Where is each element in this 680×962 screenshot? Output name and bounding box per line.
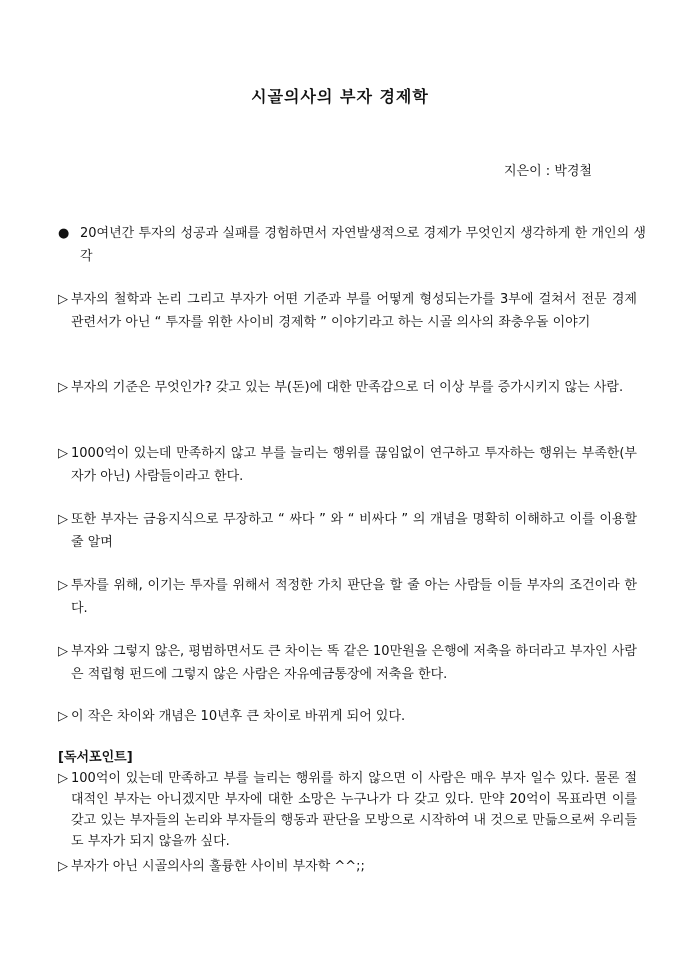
arrow-icon: ▷ [58, 578, 68, 593]
summary-paragraph [58, 705, 637, 728]
page-title: 시골의사의 부자 경제학 [251, 87, 429, 106]
paragraph-text: 이 작은 차이와 개념은 10년후 큰 차이로 바뀌게 되어 있다. [71, 709, 406, 724]
paragraph-text: 20여년간 투자의 성공과 실패를 경험하면서 자연발생적으로 경제가 무엇인지 생각하게 한 개인의 생각 [80, 226, 646, 264]
reading-point [58, 768, 637, 852]
reading-point [58, 856, 637, 877]
arrow-icon: ▷ [58, 292, 68, 307]
paragraph-text: 1000억이 있는데 만족하지 않고 부를 늘리는 행위를 끊임없이 연구하고 투자하는 행위는 부족한(부자가 아닌) 사람들이라고 한다. [71, 446, 637, 484]
summary-paragraph [58, 508, 637, 554]
arrow-icon: ▷ [58, 771, 68, 786]
intro-paragraph [58, 222, 646, 268]
arrow-icon: ▷ [58, 446, 68, 461]
arrow-icon: ▷ [58, 512, 68, 527]
bullet-icon: ● [58, 226, 70, 241]
summary-paragraph [58, 288, 637, 334]
point-text: 부자가 아닌 시골의사의 훌륭한 사이비 부자학 ^^;; [71, 859, 365, 874]
summary-paragraph [58, 574, 637, 620]
author-line: 지은이 : 박경철 [504, 164, 592, 179]
paragraph-text: 또한 부자는 금융지식으로 무장하고 “ 싸다 ” 와 “ 비싸다 ” 의 개념을 명확히 이해하고 이를 이용할 줄 알며 [71, 512, 637, 550]
paragraph-text: 부자의 기준은 무엇인가? 갖고 있는 부(돈)에 대한 만족감으로 더 이상 부를 증가시키지 않는 사람. [71, 380, 624, 395]
paragraph-text: 부자와 그렇지 않은, 평범하면서도 큰 차이는 똑 같은 10만원을 은행에 저축을 하더라고 부자인 사람은 적립형 펀드에 그렇지 않은 사람은 자유예금통장에 저축을 한다. [71, 644, 637, 682]
summary-paragraph [58, 442, 637, 488]
summary-paragraph [58, 376, 637, 399]
paragraph-text: 투자를 위해, 이기는 투자를 위해서 적정한 가치 판단을 할 줄 아는 사람들 이들 부자의 조건이라 한다. [71, 578, 637, 616]
paragraph-text: 부자의 철학과 논리 그리고 부자가 어떤 기준과 부를 어떻게 형성되는가를 3부에 걸쳐서 전문 경제 관련서가 아닌 “ 투자를 위한 사이비 경제학 ” 이야기라고 하는 시골 의사의 좌충우돌 이야기 [71, 292, 637, 330]
point-text: 100억이 있는데 만족하고 부를 늘리는 행위를 하지 않으면 이 사람은 매우 부자 일수 있다. 물론 절대적인 부자는 아니겠지만 부자에 대한 소망은 누구나가 다 갖고 있다. 만약 20억이 목표라면 이를 갖고 있는 부자들의 논리와 부자들의 행동과 판단을 모방으로 시작하여 내 것으로 만듦으로써 우리들도 부자가 되지 않을까 싶다. [71, 771, 637, 849]
arrow-icon: ▷ [58, 859, 68, 874]
section-heading: [독서포인트] [58, 750, 133, 765]
arrow-icon: ▷ [58, 709, 68, 724]
arrow-icon: ▷ [58, 380, 68, 395]
arrow-icon: ▷ [58, 644, 68, 659]
summary-paragraph [58, 640, 637, 686]
